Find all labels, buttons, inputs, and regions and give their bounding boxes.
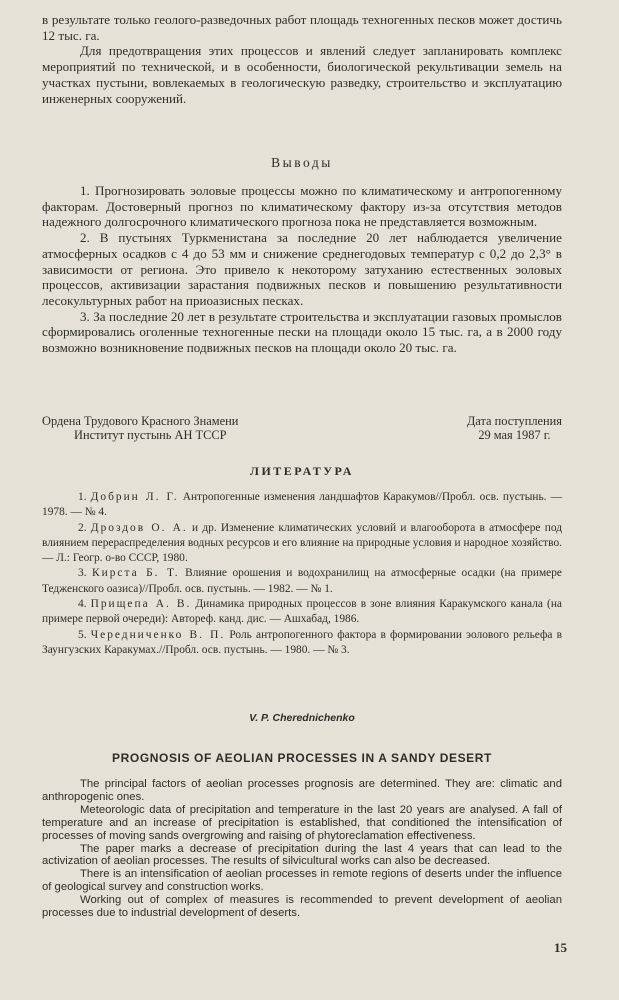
conclusions-heading: Выводы [271, 155, 333, 170]
intro-text [42, 12, 562, 106]
conclusion-item: 2. В пустынях Туркменистана за последние 20 лет наблюдается увеличение атмосферных осадков с 4 до 53 мм и снижение среднегодовых температур с 0,2 до 2,3° в зависимости от региона. Это привело к некоторому затуханию естественных эоловых процессов, активизации зарастания подвижных песков и повышению результативности лесокультурных работ на приоазисных песках. [42, 230, 562, 308]
reference-author: Добрин Л. Г. [90, 491, 179, 503]
reference-text: Антропогенные изменения ландшафтов Каракумов//Пробл. осв. пустынь. — 1978. — № 4. [42, 491, 562, 519]
literature-heading: ЛИТЕРАТУРА [250, 464, 354, 478]
conclusion-item: 3. За последние 20 лет в результате строительства и эксплуатации газовых промыслов сформировались оголенные техногенные пески на площади около 15 тыс. га, а в 2000 году возможно возникновение подвижных песков на площади около 20 тыс. га. [42, 308, 562, 356]
reference-item [42, 566, 562, 597]
reference-list [42, 490, 562, 658]
reference-number: 2. [78, 521, 87, 534]
reference-author: Чередниченко В. П. [90, 628, 226, 641]
reference-item [42, 490, 562, 521]
received-date: 29 мая 1987 г. [478, 428, 551, 442]
affiliation-block [42, 414, 562, 442]
reference-text: Динамика природных процессов в зоне влияния Каракумского канала (на примере первой очереди): Автореф. канд. дис. — Ашхабад, 1986. [42, 598, 562, 626]
conclusion-item: 1. Прогнозировать эоловые процессы можно по климатическому и антропогенному факторам. Достоверный прогноз по климатическому фактору из-за отсутствия методов надежного долгосрочного климатического прогноза пока не представляется возможным. [42, 183, 562, 230]
conclusions-list [42, 183, 562, 356]
english-author: V. P. Cherednichenko [249, 712, 355, 724]
reference-item [42, 521, 562, 567]
reference-author: Прищепа А. В. [90, 598, 192, 611]
reference-number: 5. [78, 628, 87, 641]
english-title: PROGNOSIS OF AEOLIAN PROCESSES IN A SANDY DESERT [112, 751, 492, 765]
intro-paragraph: Для предотвращения этих процессов и явлений следует запланировать комплекс мероприятий по технической, и в особенности, биологической рекультивации земель на участках пустыни, вовлекаемых в геологическую разведку, строительство и эксплуатацию инженерных сооружений. [42, 43, 562, 106]
abstract-paragraph: Meteorologic data of precipitation and temperature in the last 20 years are analysed. A fall of temperature and an increase of precipitation is established, that conditioned the intensification of processes of moving sands overgrowing and raising of phytoreclamation effectiveness. [42, 803, 562, 842]
abstract-paragraph: Working out of complex of measures is recommended to prevent development of aeolian processes due to industrial development of deserts. [42, 894, 562, 920]
reference-item [42, 597, 562, 628]
english-abstract [42, 778, 562, 920]
reference-number: 4. [78, 598, 87, 611]
reference-text: и др. Изменение климатических условий и влагооборота в атмосфере под влиянием перераспределения водных ресурсов и его влияние на природные условия и народное хозяйство. — Л.: Геогр. о-во СССР, 1980. [42, 521, 562, 565]
received-info [467, 414, 562, 442]
institution-line: Ордена Трудового Красного Знамени [42, 414, 239, 428]
reference-number: 1. [78, 491, 87, 503]
reference-number: 3. [78, 567, 87, 580]
abstract-paragraph: The paper marks a decrease of precipitation during the last 4 years that can lead to the activization of aeolian processes. The results of silvicultural works can also be decreased. [42, 842, 562, 868]
institution [42, 414, 238, 442]
intro-paragraph: в результате только геолого-разведочных работ площадь техногенных песков может достичь 12 тыс. га. [42, 12, 562, 43]
reference-author: Дроздов О. А. [90, 521, 188, 534]
received-label: Дата поступления [466, 414, 562, 428]
reference-text: Роль антропогенного фактора в формировании эолового рельефа в Заунгузских Каракумах.//Пробл. осв. пустынь. — 1980. — № 3. [42, 628, 562, 656]
abstract-paragraph: The principal factors of aeolian processes prognosis are determined. They are: climatic and anthropogenic ones. [42, 778, 562, 803]
institution-line: Институт пустынь АН ТССР [74, 428, 227, 442]
page-number: 15 [554, 940, 567, 955]
reference-item [42, 628, 562, 659]
reference-text: Влияние орошения и водохранилищ на атмосферные осадки (на примере Тедженского оазиса)//Пробл. осв. пустынь. — 1982. — № 1. [42, 567, 562, 595]
reference-author: Кирста Б. Т. [92, 567, 180, 580]
abstract-paragraph: There is an intensification of aeolian processes in remote regions of deserts under the influence of geological survey and construction works. [42, 868, 562, 894]
